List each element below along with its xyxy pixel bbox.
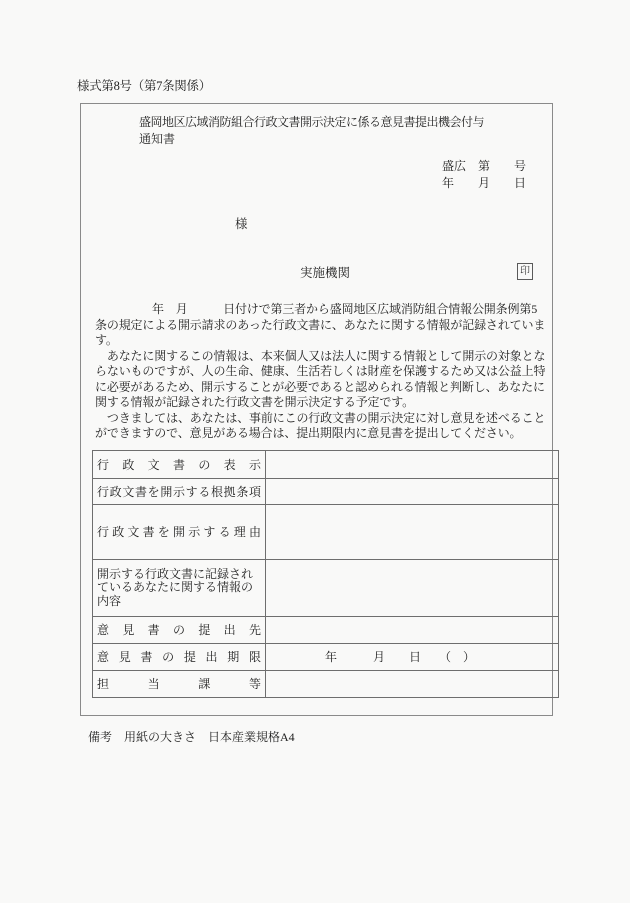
body-line: らないものですが、人の生命、健康、生活若しくは財産を保護するため又は公益上特 bbox=[95, 364, 546, 378]
row-value-document-display bbox=[266, 451, 559, 479]
body-line: あなたに関するこの情報は、本来個人又は法人に関する情報として開示の対象とな bbox=[95, 348, 546, 363]
row-label-submission-deadline: 意見書の提出期限 bbox=[93, 644, 266, 671]
row-label-recorded-info: 開示する行政文書に記録されているあなたに関する情報の内容 bbox=[93, 560, 266, 617]
body-line: に必要があるため、開示することが必要であると認められる情報と判断し、あなたに bbox=[95, 379, 545, 394]
disclosure-info-table bbox=[92, 450, 559, 698]
table-row bbox=[93, 671, 559, 698]
table-row bbox=[93, 479, 559, 505]
form-number-label: 様式第8号（第7条関係） bbox=[77, 79, 211, 93]
table-row bbox=[93, 644, 559, 671]
notice-title-line1: 盛岡地区広域消防組合行政文書開示決定に係る意見書提出機会付与 bbox=[139, 115, 485, 129]
notice-body bbox=[95, 302, 555, 442]
notice-title-line2: 通知書 bbox=[139, 132, 176, 146]
row-value-responsible-section bbox=[266, 671, 559, 698]
table-row bbox=[93, 617, 559, 644]
document-number-line: 盛広 第 号 bbox=[442, 159, 527, 173]
body-line: つきましては、あなたは、事前にこの行政文書の開示決定に対し意見を述べること bbox=[95, 410, 546, 425]
body-line: 条の規定による開示請求のあった行政文書に、あなたに関する情報が記録されていま bbox=[95, 317, 546, 332]
remarks-note: 備考 用紙の大きさ 日本産業規格A4 bbox=[88, 730, 295, 744]
row-value-submission-destination bbox=[266, 617, 559, 644]
implementing-agency-label: 実施機関 bbox=[300, 266, 351, 280]
body-line: 関する情報が記録された行政文書を開示決定する予定です。 bbox=[95, 395, 414, 409]
notice-frame bbox=[80, 103, 553, 716]
row-label-basis-provision: 行政文書を開示する根拠条項 bbox=[93, 479, 266, 505]
row-value-disclosure-reason bbox=[266, 505, 559, 560]
row-label-document-display: 行政文書の表示 bbox=[93, 451, 266, 479]
table-row bbox=[93, 560, 559, 617]
row-value-basis-provision bbox=[266, 479, 559, 505]
body-line: す。 bbox=[95, 333, 118, 347]
row-label-responsible-section: 担当課等 bbox=[93, 671, 266, 698]
body-line: 年 月 日付けで第三者から盛岡地区広域消防組合情報公開条例第5 bbox=[152, 302, 538, 316]
table-row bbox=[93, 505, 559, 560]
document-date-line: 年 月 日 bbox=[442, 176, 527, 190]
row-label-disclosure-reason: 行政文書を開示する理由 bbox=[93, 505, 266, 560]
body-line: ができますので、意見がある場合は、提出期限内に意見書を提出してください。 bbox=[95, 426, 522, 440]
table-row bbox=[93, 451, 559, 479]
row-label-submission-destination: 意見書の提出先 bbox=[93, 617, 266, 644]
addressee-honorific: 様 bbox=[235, 217, 248, 231]
row-value-recorded-info bbox=[266, 560, 559, 617]
row-value-submission-deadline: 年 月 日 （ ） bbox=[266, 644, 559, 671]
seal-stamp-icon: 印 bbox=[517, 263, 533, 280]
